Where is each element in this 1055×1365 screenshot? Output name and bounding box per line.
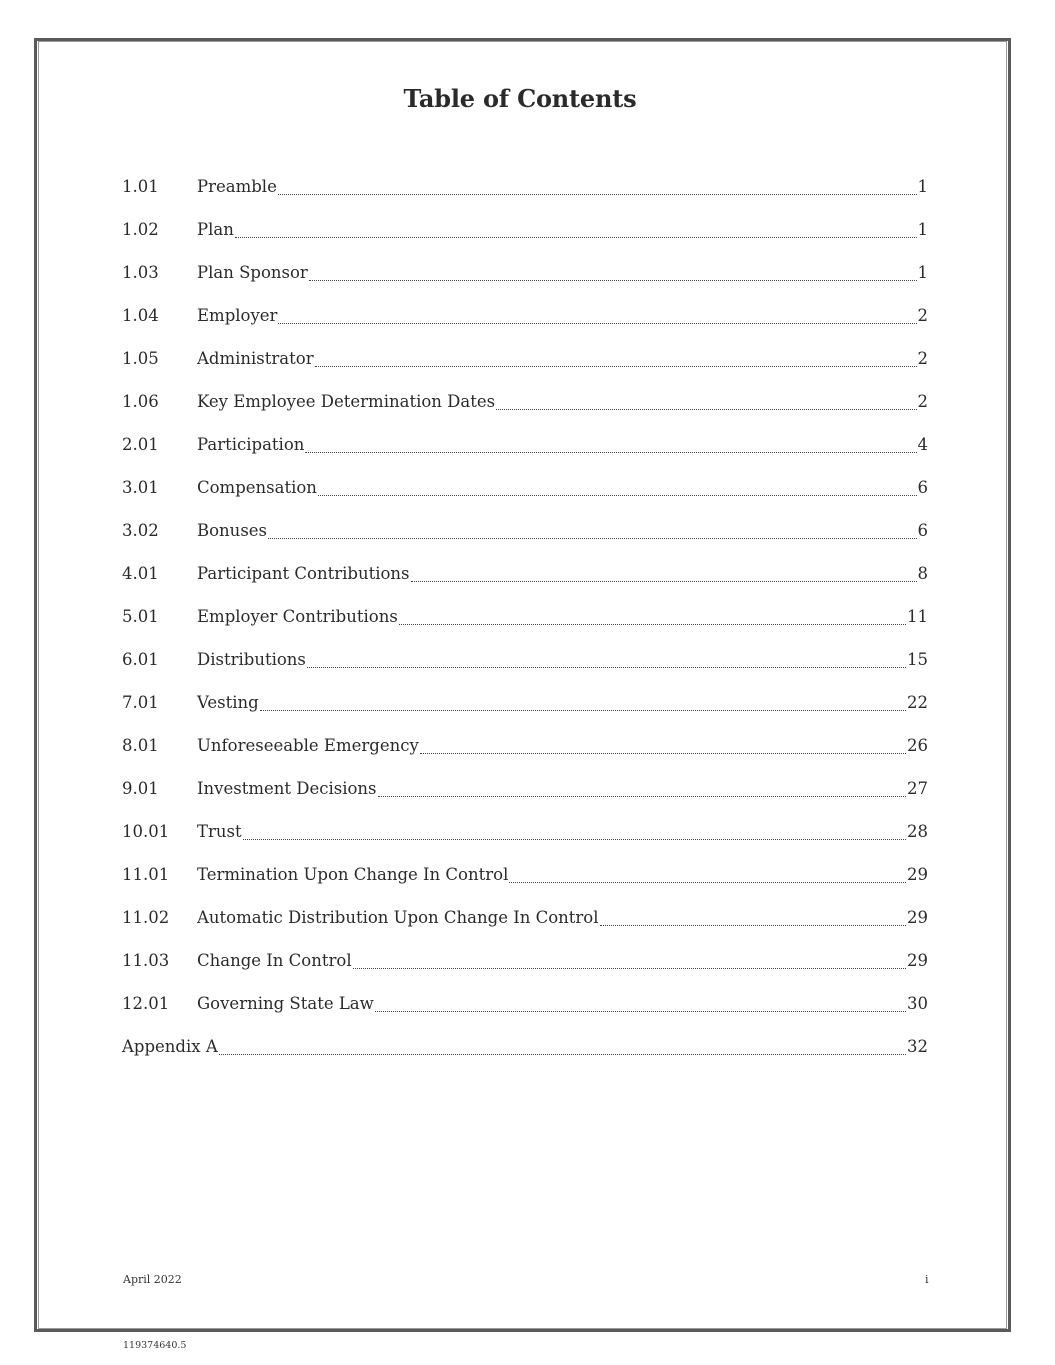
toc-entry-number: 1.02 [122,220,159,239]
toc-entry-title: Employer Contributions [197,607,398,626]
toc-appendix-title: Appendix A [122,1037,218,1056]
toc-entry[interactable] [122,466,928,509]
toc-entry[interactable] [122,380,928,423]
dot-leader [375,1011,906,1012]
toc-entry-number: 2.01 [122,435,159,454]
toc-entry-page: 6 [917,478,928,497]
toc-entry-number: 4.01 [122,564,159,583]
dot-leader [235,237,917,238]
toc-entry-page: 11 [907,607,928,626]
dot-leader [243,839,906,840]
toc-entry-page: 4 [917,435,928,454]
toc-entry-page: 27 [907,779,928,798]
toc-entry-number: 9.01 [122,779,159,798]
dot-leader [353,968,906,969]
dot-leader [307,667,906,668]
toc-entry[interactable] [122,423,928,466]
toc-entry-title: Plan [197,220,234,239]
toc-entry-title: Unforeseeable Emergency [197,736,419,755]
toc-entry-number: 11.01 [122,865,170,884]
toc-entry[interactable] [122,294,928,337]
dot-leader [411,581,917,582]
toc-entry-title: Governing State Law [197,994,374,1013]
toc-entry-title: Preamble [197,177,277,196]
toc-entry[interactable] [122,165,928,208]
toc-entry[interactable] [122,638,928,681]
page-title: Table of Contents [403,84,637,113]
toc-entry[interactable] [122,251,928,294]
dot-leader [260,710,906,711]
toc-entry-page: 29 [907,951,928,970]
toc-entry[interactable] [122,208,928,251]
dot-leader [399,624,906,625]
toc-entry[interactable] [122,724,928,767]
toc-entry-title: Plan Sponsor [197,263,308,282]
toc-appendix-page: 32 [907,1037,928,1056]
dot-leader [496,409,916,410]
toc-entry-title: Automatic Distribution Upon Change In Control [197,908,599,927]
toc-entry-title: Administrator [197,349,314,368]
toc-entry[interactable] [122,767,928,810]
toc-entry[interactable] [122,681,928,724]
toc-entry[interactable] [122,810,928,853]
toc-entry[interactable] [122,939,928,982]
toc-entry-number: 11.02 [122,908,170,927]
toc-entry-page: 15 [907,650,928,669]
dot-leader [318,495,917,496]
toc-entry-title: Employer [197,306,278,325]
toc-entry-page: 26 [907,736,928,755]
toc-entry-page: 1 [917,177,928,196]
toc-entry-title: Investment Decisions [197,779,377,798]
dot-leader [420,753,906,754]
toc-entry-number: 3.02 [122,521,159,540]
toc-entry-title: Trust [197,822,242,841]
toc-entry-page: 2 [917,392,928,411]
toc-entry-title: Change In Control [197,951,352,970]
toc-entry-title: Bonuses [197,521,268,540]
toc-entry-number: 1.03 [122,263,159,282]
toc-entry[interactable] [122,337,928,380]
toc-entry[interactable] [122,853,928,896]
table-of-contents [122,165,928,1068]
toc-entry[interactable] [122,595,928,638]
toc-entry-page: 2 [917,306,928,325]
toc-entry-number: 11.03 [122,951,170,970]
toc-entry-number: 3.01 [122,478,159,497]
dot-leader [378,796,906,797]
dot-leader [315,366,917,367]
toc-entry[interactable] [122,982,928,1025]
dot-leader [509,882,906,883]
toc-entry-page: 30 [907,994,928,1013]
toc-entry-page: 29 [907,865,928,884]
toc-entry-number: 1.06 [122,392,159,411]
dot-leader [305,452,916,453]
toc-entry-number: 8.01 [122,736,159,755]
dot-leader [309,280,917,281]
toc-entry-page: 2 [917,349,928,368]
toc-entry-title: Participation [197,435,305,454]
toc-entry-page: 29 [907,908,928,927]
toc-entry-page: 8 [917,564,928,583]
toc-entry-number: 1.05 [122,349,159,368]
toc-entry[interactable] [122,509,928,552]
toc-entry-page: 1 [917,263,928,282]
toc-entry-page: 22 [907,693,928,712]
document-number: 119374640.5 [123,1340,187,1351]
toc-entry-number: 6.01 [122,650,159,669]
toc-entry-title: Key Employee Determination Dates [197,392,496,411]
dot-leader [219,1054,906,1055]
toc-entry-title: Distributions [197,650,306,669]
footer-date: April 2022 [123,1273,182,1286]
dot-leader [600,925,906,926]
toc-entry-number: 5.01 [122,607,159,626]
toc-entry-title: Compensation [197,478,317,497]
toc-entry-number: 12.01 [122,994,170,1013]
toc-entry-number: 10.01 [122,822,170,841]
toc-entry-title: Termination Upon Change In Control [197,865,509,884]
toc-entry-title: Vesting [197,693,259,712]
toc-entry-appendix[interactable] [122,1025,928,1068]
toc-entry-page: 1 [917,220,928,239]
dot-leader [278,194,917,195]
toc-entry-page: 28 [907,822,928,841]
toc-entry-number: 1.01 [122,177,159,196]
toc-entry[interactable] [122,896,928,939]
toc-entry-number: 7.01 [122,693,159,712]
footer-page-number: i [925,1273,929,1286]
toc-entry-page: 6 [917,521,928,540]
dot-leader [268,538,916,539]
dot-leader [278,323,916,324]
toc-entry-number: 1.04 [122,306,159,325]
toc-entry-title: Participant Contributions [197,564,410,583]
toc-entry[interactable] [122,552,928,595]
